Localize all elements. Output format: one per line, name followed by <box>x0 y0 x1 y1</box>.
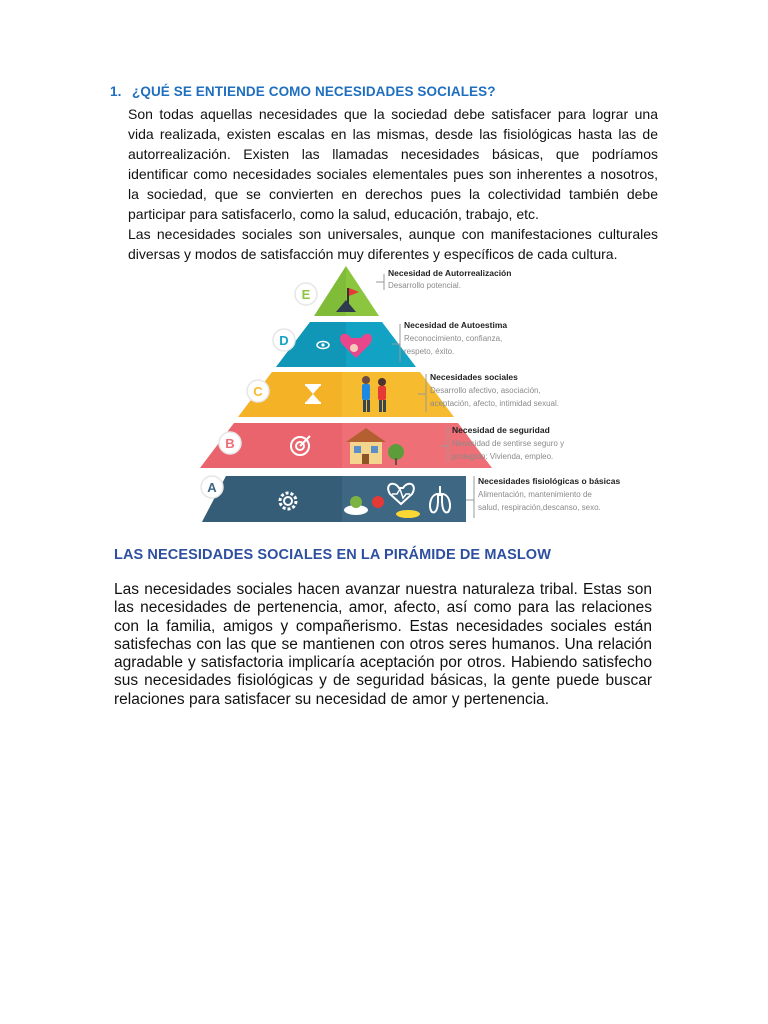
level-d-desc-1: Reconocimiento, confianza, <box>404 334 503 343</box>
level-d-letter: D <box>279 333 289 348</box>
pyramid-level-d <box>273 320 507 367</box>
level-c-title: Necesidades sociales <box>430 372 518 382</box>
pyramid-level-e <box>295 266 511 316</box>
level-a-title: Necesidades fisiológicas o básicas <box>478 476 620 486</box>
level-d-title: Necesidad de Autoestima <box>404 320 508 330</box>
pyramid-level-b <box>200 423 564 468</box>
intro-paragraph-2: Las necesidades sociales son universales, aunque con manifestaciones culturales diversas y modos de satisfacción muy diferentes y específicos de cada cultura. <box>128 226 658 262</box>
level-b-letter: B <box>225 436 235 451</box>
level-a-desc-1: Alimentación, mantenimiento de <box>478 490 592 499</box>
pyramid-level-c <box>238 372 559 417</box>
level-a-desc-2: salud, respiración,descanso, sexo. <box>478 503 601 512</box>
level-e-desc-1: Desarrollo potencial. <box>388 281 461 290</box>
level-d-desc-2: respeto, éxito. <box>404 347 455 356</box>
intro-text <box>128 104 658 264</box>
question-number: 1. <box>110 84 122 99</box>
level-c-desc-2: aceptación, afecto, intimidad sexual. <box>430 399 559 408</box>
level-c-desc-1: Desarrollo afectivo, asociación, <box>430 386 541 395</box>
level-c-letter: C <box>253 384 263 399</box>
level-b-title: Necesidad de seguridad <box>452 425 550 435</box>
level-a-letter: A <box>207 480 217 495</box>
section-heading: LAS NECESIDADES SOCIALES EN LA PIRÁMIDE DE MASLOW <box>114 547 551 563</box>
section-paragraph: Las necesidades sociales hacen avanzar nuestra naturaleza tribal. Estas son las necesidades de pertenencia, amor, afecto, así como para las relaciones con la familia, amigos y compañerismo. Estas necesidades sociales están satisfechas con las que se mantienen con otros seres humanos. Una relación agradable y satisfactoria implicaría aceptación por otros. Habiendo satisfecho sus necesidades fisiológicas y de seguridad básicas, la gente puede buscar relaciones para satisfacer su necesidad de amor y pertenencia. <box>114 581 652 708</box>
level-b-desc-1: Necesidad de sentirse seguro y <box>452 439 565 448</box>
level-e-title: Necesidad de Autorrealización <box>388 268 512 278</box>
level-e-letter: E <box>301 287 311 302</box>
intro-paragraph-1: Son todas aquellas necesidades que la sociedad debe satisfacer para lograr una vida realizada, existen escalas en las mismas, desde las fisiológicas hasta las de autorrealización. Existen las llamadas necesidades básicas, que podríamos identificar como necesidades sociales elementales pues son inherentes a nosotros, la sociedad, que se convierten en derechos pues la colectividad también debe participar para satisfacerlo, como la salud, educación, trabajo, etc. <box>128 106 658 222</box>
section-body <box>114 581 652 709</box>
level-b-desc-2: protegido: Vivienda, empleo. <box>452 452 554 461</box>
maslow-pyramid-figure <box>196 262 620 524</box>
question-title: ¿QUÉ SE ENTIENDE COMO NECESIDADES SOCIALES? <box>132 84 496 99</box>
question-heading <box>110 84 670 99</box>
pyramid-level-a <box>201 476 620 522</box>
